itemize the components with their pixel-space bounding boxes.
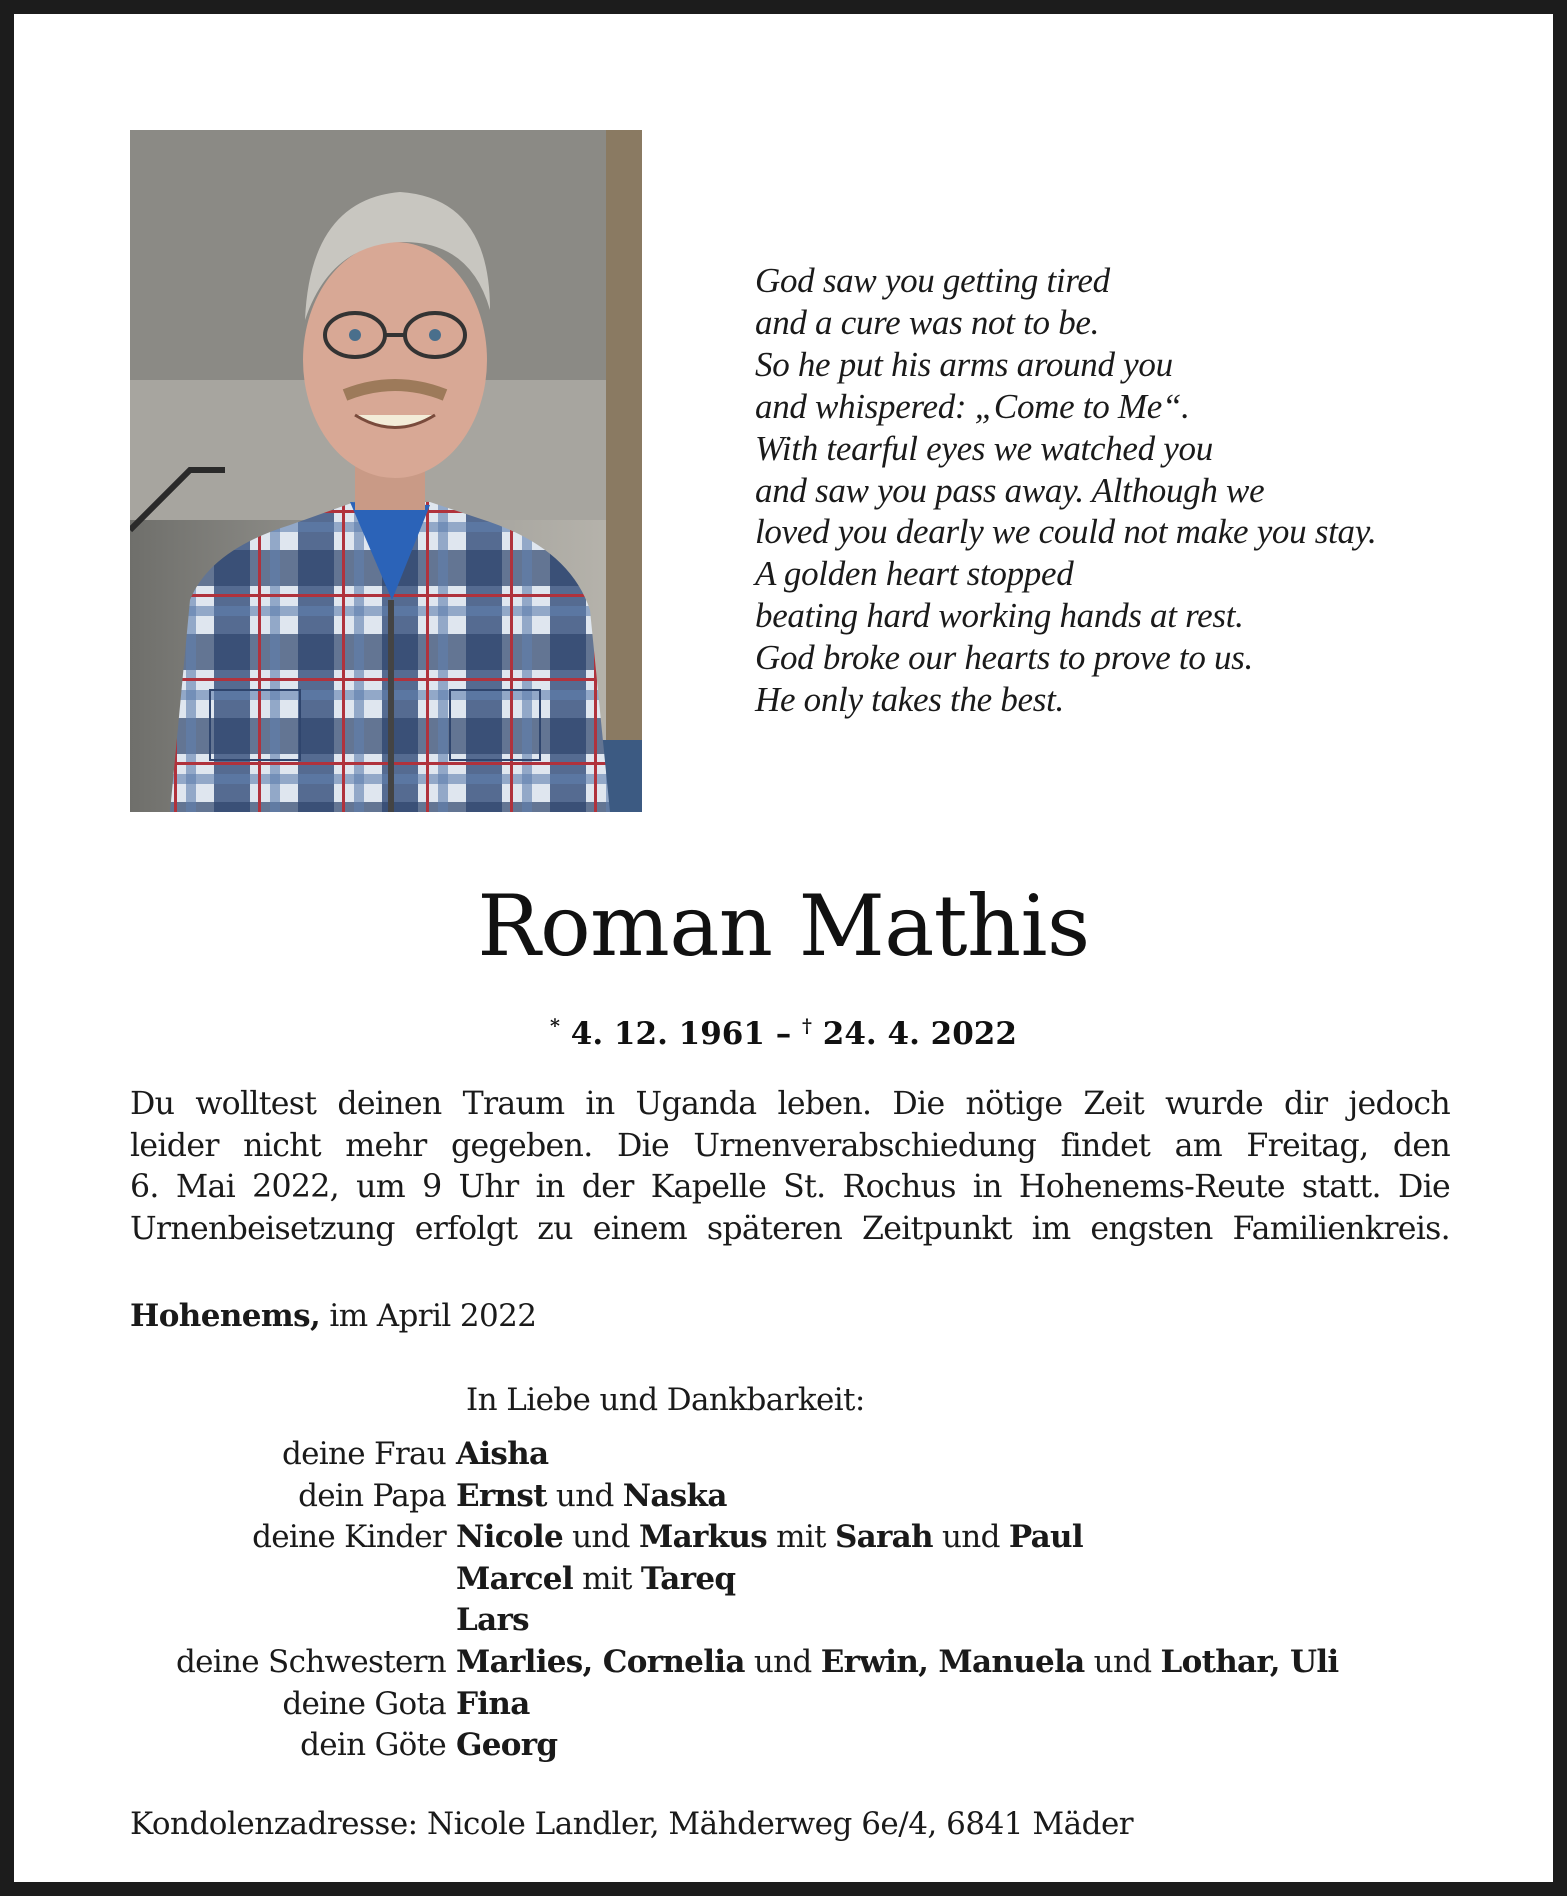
family-names <box>456 1725 557 1767</box>
poem-line: and whispered: „Come to Me“. <box>755 386 1190 426</box>
poem <box>755 260 1515 721</box>
life-dates <box>14 1006 1553 1054</box>
poem-line: God saw you getting tired <box>755 261 1110 300</box>
message-line: 6. Mai 2022, um 9 Uhr in der Kapelle St. Rochus in Hohenems-Reute statt. Die <box>130 1169 1450 1206</box>
family-row <box>114 1476 1338 1518</box>
family-member-name: Aisha <box>456 1436 549 1472</box>
family-row <box>114 1642 1338 1684</box>
poem-line: and a cure was not to be. <box>755 302 1100 342</box>
family-member-name: Lars <box>456 1602 529 1639</box>
family-names <box>456 1559 735 1601</box>
poem-line: He only takes the best. <box>755 680 1064 720</box>
place-date <box>130 1296 536 1336</box>
family-names <box>456 1476 727 1518</box>
family-row <box>114 1517 1338 1559</box>
family-member-name: Sarah <box>834 1519 933 1556</box>
family-member-name: Marcel <box>456 1560 573 1597</box>
family-relation: deine Frau <box>281 1436 446 1472</box>
family-row <box>114 1725 1338 1767</box>
family-member-name: Erwin, Manuela <box>820 1643 1085 1680</box>
family-relation: dein Papa <box>298 1477 446 1514</box>
family-member-name: Paul <box>1008 1519 1083 1556</box>
family-member-name: Ernst <box>456 1477 547 1514</box>
message-line: Urnenbeisetzung erfolgt zu einem späteren Zeitpunkt im engsten Familienkreis. <box>130 1210 1450 1247</box>
family-list <box>114 1434 1338 1767</box>
portrait-illustration <box>130 130 642 812</box>
family-member-name: Nicole <box>456 1519 563 1556</box>
family-relation: deine Kinder <box>252 1519 446 1556</box>
poem-line: loved you dearly we could not make you stay. <box>755 512 1377 552</box>
death-date: 24. 4. 2022 <box>822 1016 1017 1052</box>
family-member-name: Georg <box>456 1727 558 1764</box>
message-line: Du wolltest deinen Traum in Uganda leben. Die nötige Zeit wurde dir jedoch <box>130 1086 1450 1122</box>
family-names <box>456 1434 548 1476</box>
poem-line: With tearful eyes we watched you <box>755 428 1213 468</box>
poem-line: beating hard working hands at rest. <box>755 596 1244 636</box>
message-line: leider nicht mehr gegeben. Die Urnenverabschiedung findet am Freitag, den <box>130 1127 1450 1164</box>
family-row <box>114 1600 1338 1642</box>
announcement-text <box>130 1084 1450 1250</box>
family-connector: und <box>546 1477 623 1514</box>
death-symbol: † <box>802 1015 812 1037</box>
family-member-name: Tareq <box>640 1560 736 1597</box>
date-separator: – <box>775 1016 792 1052</box>
poem-line: and saw you pass away. Although we <box>755 470 1265 510</box>
poem-line: So he put his arms around you <box>755 344 1173 384</box>
thanks-heading: In Liebe und Dankbarkeit: <box>466 1382 865 1418</box>
poem-line: God broke our hearts to prove to us. <box>755 638 1253 678</box>
family-relation <box>114 1559 456 1601</box>
family-names <box>456 1600 529 1642</box>
family-connector: und <box>562 1519 639 1556</box>
family-member-name: Naska <box>622 1477 727 1514</box>
place-month: im April 2022 <box>329 1298 537 1334</box>
deceased-name: Roman Mathis <box>477 877 1090 975</box>
family-names <box>456 1684 530 1726</box>
birth-date: 4. 12. 1961 <box>570 1016 765 1052</box>
portrait-photo <box>130 130 642 812</box>
family-relation <box>114 1600 456 1642</box>
family-connector: mit <box>572 1560 641 1597</box>
family-row <box>114 1559 1338 1601</box>
family-connector: mit <box>766 1519 835 1556</box>
family-names <box>456 1642 1338 1684</box>
family-relation: dein Göte <box>300 1727 446 1764</box>
family-row <box>114 1684 1338 1726</box>
family-connector: und <box>932 1519 1009 1556</box>
place-town: Hohenems, <box>130 1298 321 1334</box>
family-member-name: Markus <box>638 1519 767 1556</box>
family-member-name: Fina <box>456 1685 530 1722</box>
condolence-address: Kondolenzadresse: Nicole Landler, Mähderweg 6e/4, 6841 Mäder <box>130 1806 1134 1842</box>
family-row <box>114 1434 1338 1476</box>
poem-line: A golden heart stopped <box>755 554 1074 594</box>
family-relation: deine Schwestern <box>175 1643 446 1680</box>
family-member-name: Lothar, Uli <box>1160 1643 1339 1680</box>
family-connector: und <box>744 1643 821 1680</box>
family-connector: und <box>1084 1643 1161 1680</box>
family-names <box>456 1517 1083 1559</box>
birth-symbol: * <box>550 1015 560 1037</box>
family-relation: deine Gota <box>282 1685 446 1722</box>
family-member-name: Marlies, Cornelia <box>456 1643 745 1680</box>
